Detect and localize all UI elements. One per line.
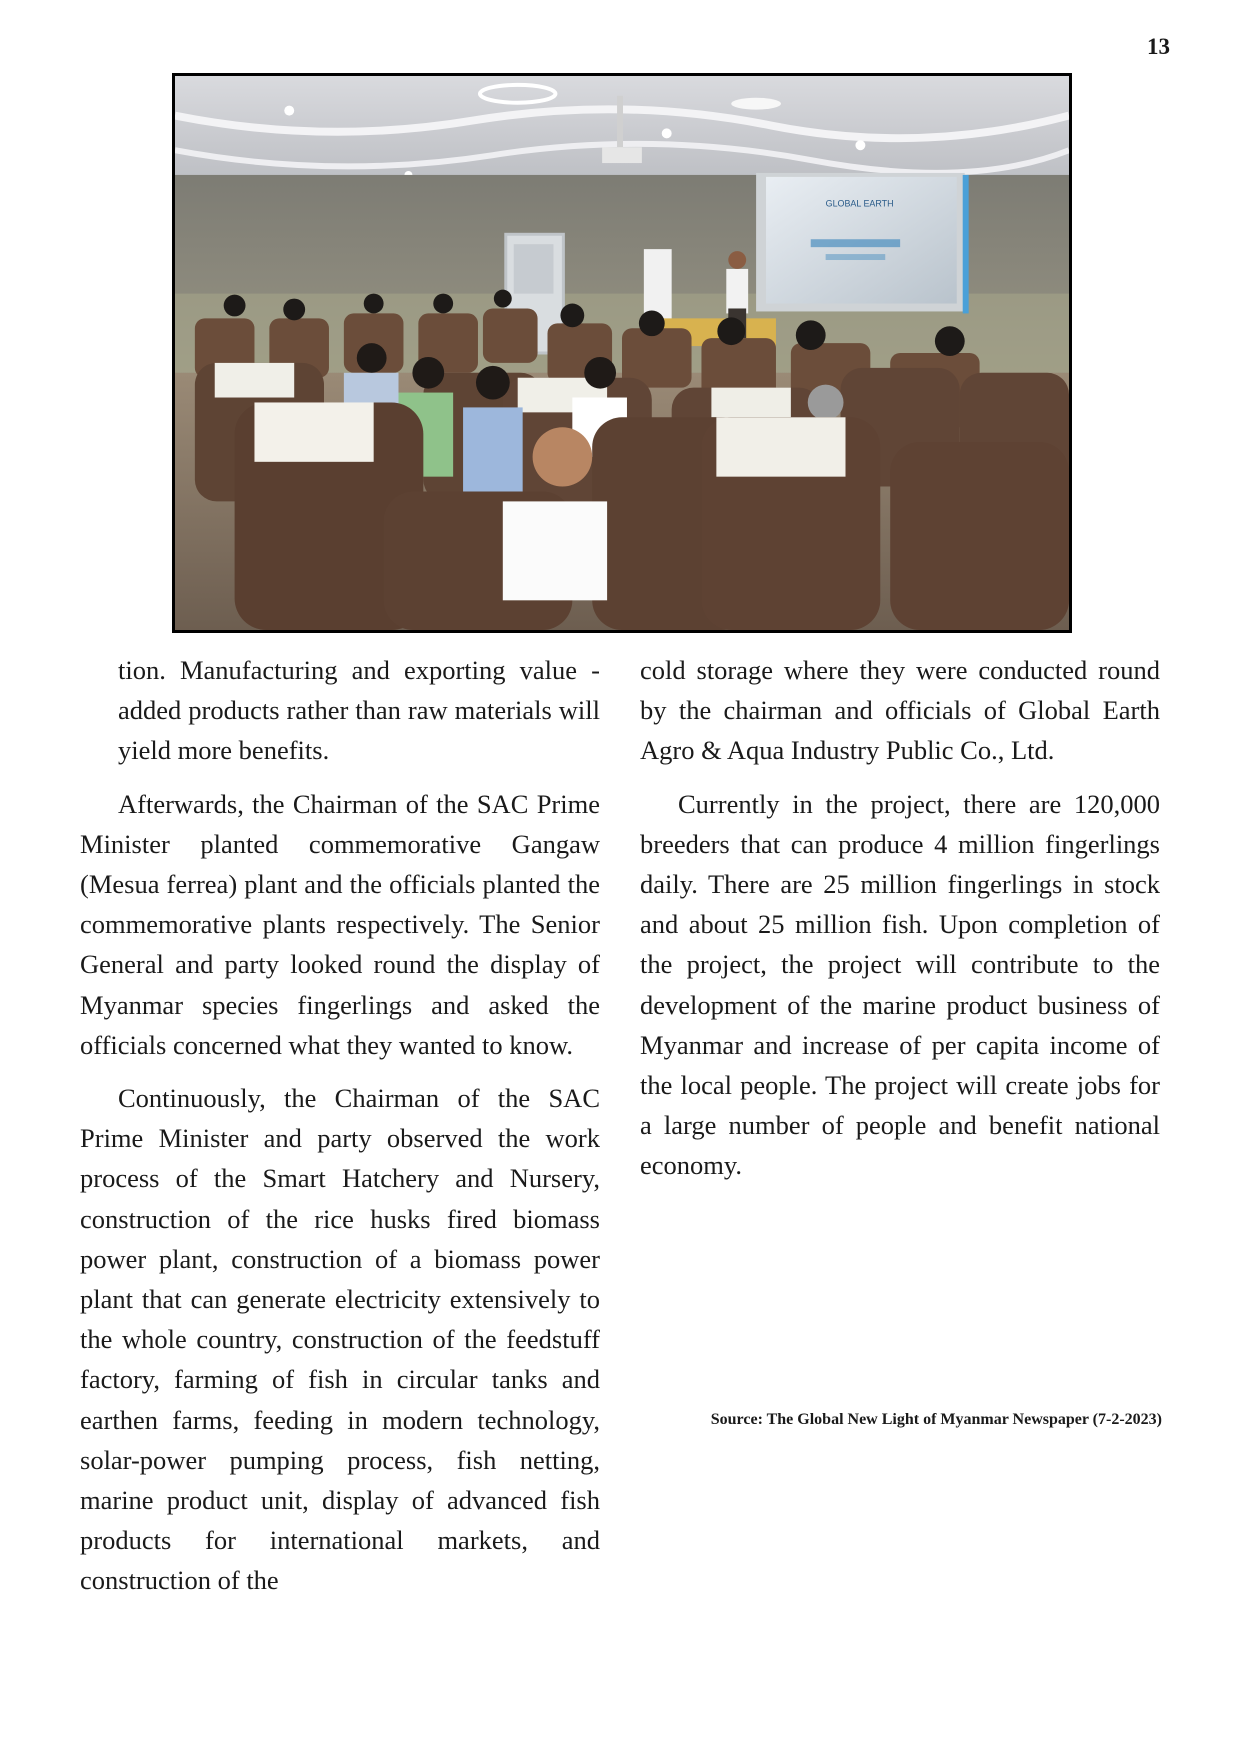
source-citation: Source: The Global New Light of Myanmar Newspaper (7-2-2023): [710, 1411, 1162, 1428]
meeting-photo-illustration: [175, 76, 1069, 630]
paragraph-project-status: Currently in the project, there are 120,000 breeders that can produce 4 million fingerlings daily. There are 25 million fingerlings in stock and about 25 million fish. Upon completion of the project, the project will contribute to the development of the marine product business of Myanmar and increase of per capita income of the local people. The project will create jobs for a large number of people and benefit national economy.: [640, 788, 1160, 1181]
article-left-column: [80, 650, 600, 1614]
meeting-photo: [172, 73, 1072, 633]
paragraph-continuation: tion. Manufacturing and exporting value -added products rather than raw materials will yield more benefits.: [118, 655, 600, 766]
paragraph-cold-storage: cold storage where they were conducted round by the chairman and officials of Global Earth Agro & Aqua Industry Public Co., Ltd.: [640, 655, 1160, 766]
paragraph-commemorative-plants: Afterwards, the Chairman of the SAC Prime Minister planted commemorative Gangaw (Mesua ferrea) plant and the officials planted the commemorative plants respectively. The Senior General and party looked round the display of Myanmar species fingerlings and asked the officials concerned what they wanted to know.: [80, 788, 600, 1060]
article-right-column: [640, 650, 1160, 1199]
page-number: 13: [1147, 34, 1170, 59]
paragraph-work-process: Continuously, the Chairman of the SAC Prime Minister and party observed the work process of the Smart Hatchery and Nursery, construction of the rice husks fired biomass power plant, construction of a biomass power plant that can generate electricity extensively to the whole country, construction of the feedstuff factory, farming of fish in circular tanks and earthen farms, feeding in modern technology, solar-power pumping process, fish netting, marine product unit, display of advanced fish products for international markets, and construction of the: [80, 1083, 600, 1596]
screen-text: GLOBAL EARTH: [825, 198, 894, 209]
